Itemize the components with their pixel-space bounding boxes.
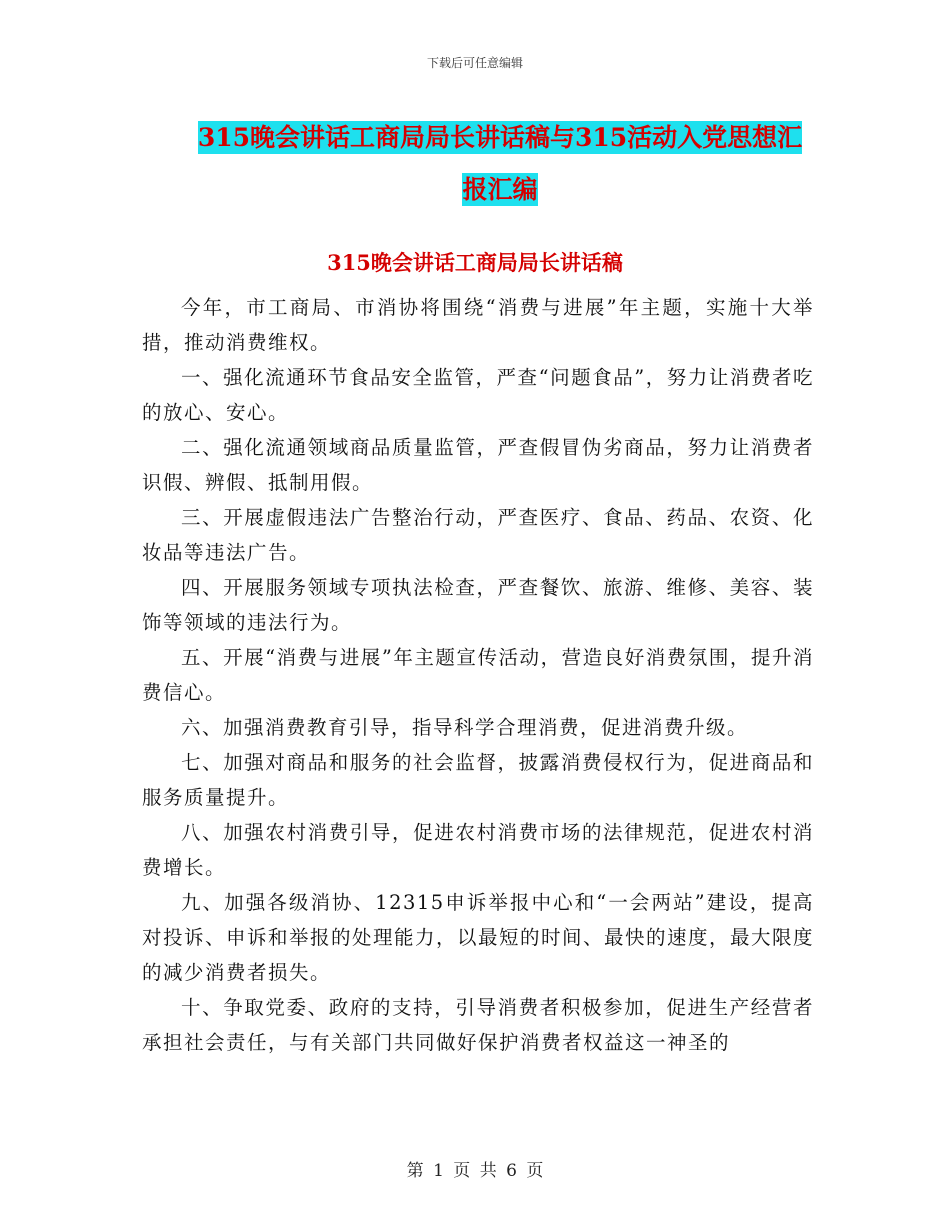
paragraph: 五、开展“消费与进展”年主题宣传活动，营造良好消费氛围，提升消费信心。 <box>142 646 814 704</box>
title-line-2: 报汇编 <box>462 175 538 204</box>
paragraph: 一、强化流通环节食品安全监管，严查“问题食品”，努力让消费者吃的放心、安心。 <box>142 366 814 424</box>
paragraph: 二、强化流通领域商品质量监管，严查假冒伪劣商品，努力让消费者识假、辨假、抵制用假。 <box>142 436 814 494</box>
header-note: 下载后可任意编辑 <box>426 56 523 70</box>
title-line-1: 315晚会讲话工商局局长讲话稿与315活动入党思想汇 <box>197 123 803 152</box>
body-text <box>142 290 814 1060</box>
paragraph: 九、加强各级消协、12315申诉举报中心和“一会两站”建设，提高对投诉、申诉和举报的处理能力，以最短的时间、最快的速度，最大限度的减少消费者损失。 <box>142 891 815 984</box>
paragraph: 三、开展虚假违法广告整治行动，严查医疗、食品、药品、农资、化妆品等违法广告。 <box>142 506 814 564</box>
paragraph: 今年，市工商局、市消协将围绕“消费与进展”年主题，实施十大举措，推动消费维权。 <box>142 296 814 354</box>
paragraph: 六、加强消费教育引导，指导科学合理消费，促进消费升级。 <box>181 716 749 739</box>
section-title: 315晚会讲话工商局局长讲话稿 <box>327 250 623 275</box>
page-footer: 第 1 页 共 6 页 <box>406 1161 544 1181</box>
document-title <box>140 112 860 216</box>
paragraph: 八、加强农村消费引导，促进农村消费市场的法律规范，促进农村消费增长。 <box>142 821 814 879</box>
paragraph: 七、加强对商品和服务的社会监督，披露消费侵权行为，促进商品和服务质量提升。 <box>142 751 814 809</box>
paragraph: 四、开展服务领域专项执法检查，严查餐饮、旅游、维修、美容、装饰等领域的违法行为。 <box>142 576 814 634</box>
paragraph: 十、争取党委、政府的支持，引导消费者积极参加，促进生产经营者承担社会责任，与有关部门共同做好保护消费者权益这一神圣的 <box>142 996 814 1054</box>
